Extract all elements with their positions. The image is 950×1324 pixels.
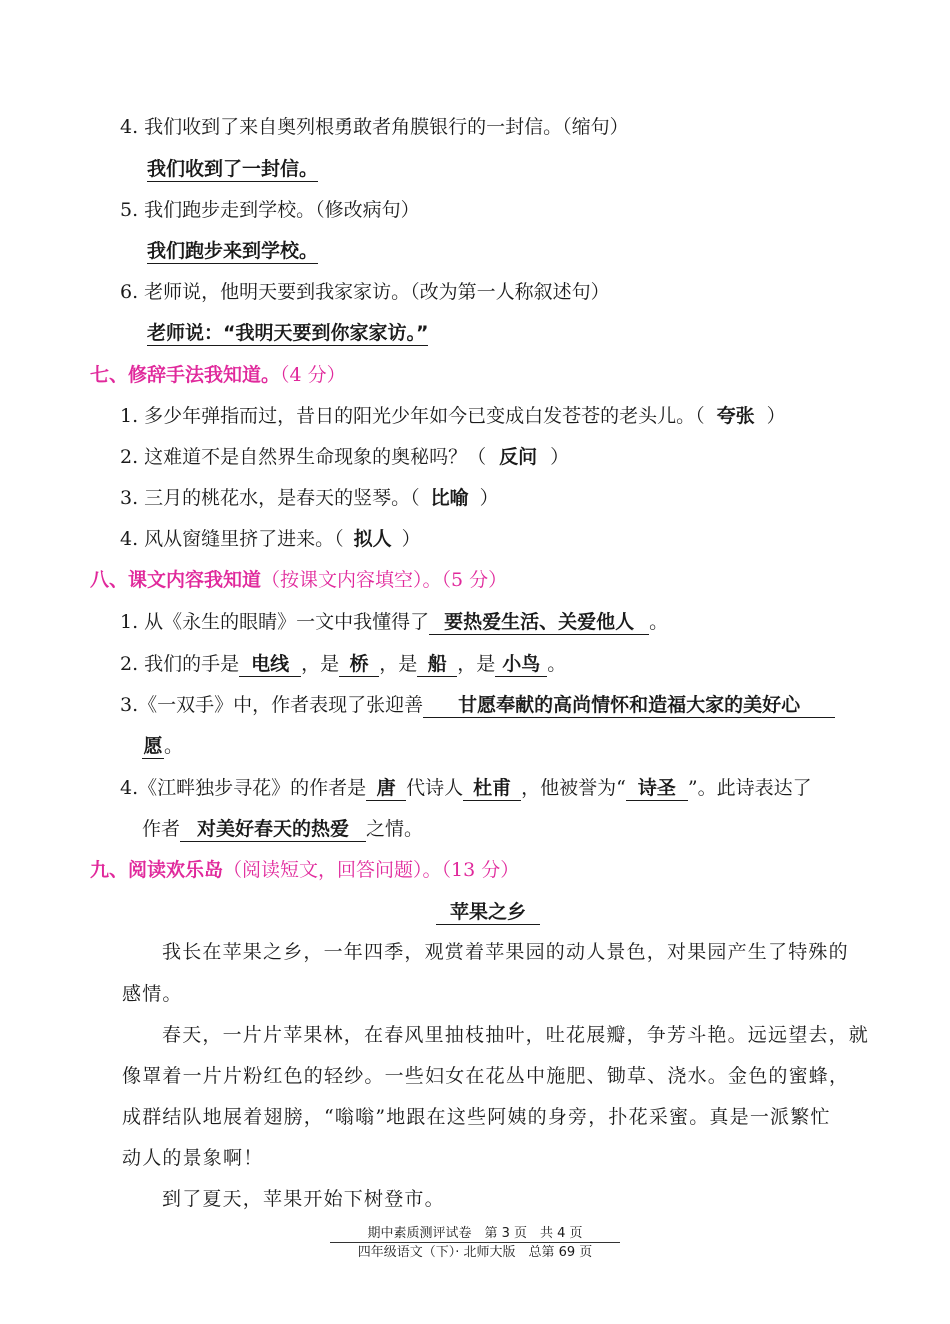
answer-6-5: 我们跑步来到学校。 (147, 240, 319, 262)
answer-6-4: 我们收到了一封信。 (147, 158, 319, 180)
article-title: 苹果之乡 (436, 899, 540, 925)
answer-6-6: 老师说：“我明天要到你家家访。” (147, 322, 429, 344)
question-7-2: 2. 这难道不是自然界生命现象的奥秘吗？（ 反问 ） (120, 446, 570, 468)
question-8-3: 3.《一双手》中，作者表现了张迎善 甘愿奉献的高尚情怀和造福大家的美好心 (120, 692, 835, 718)
article-line-7: 到了夏天，苹果开始下树登市。 (162, 1188, 445, 1210)
section-9-heading: 九、阅读欢乐岛（阅读短文，回答问题）。（13 分） (90, 859, 520, 881)
footer-divider (330, 1242, 620, 1243)
question-8-2: 2. 我们的手是 电线 ，是 桥 ，是 船 ，是 小鸟 。 (120, 653, 567, 675)
question-6-5: 5. 我们跑步走到学校。（修改病句） (120, 199, 420, 221)
question-7-1: 1. 多少年弹指而过，昔日的阳光少年如今已变成白发苍苍的老头儿。（ 夸张 ） (120, 405, 786, 427)
question-6-4: 4. 我们收到了来自奥列根勇敢者角膜银行的一封信。（缩句） (120, 116, 629, 138)
question-8-4: 4.《江畔独步寻花》的作者是 唐 代诗人 杜甫 ，他被誉为“ 诗圣 ”。此诗表达了 (120, 777, 812, 799)
article-line-1: 我长在苹果之乡，一年四季，观赏着苹果园的动人景色，对果园产生了特殊的 (162, 941, 849, 963)
article-line-6: 动人的景象啊！ (122, 1147, 264, 1169)
question-7-3: 3. 三月的桃花水，是春天的竖琴。（ 比喻 ） (120, 487, 499, 509)
article-line-5: 成群结队地展着翅膀，“嗡嗡”地跟在这些阿姨的身旁，扑花采蜜。真是一派繁忙 (122, 1106, 831, 1128)
section-8-heading: 八、课文内容我知道（按课文内容填空）。（5 分） (90, 569, 508, 591)
footer-line-2: 四年级语文（下）· 北师大版 总第 69 页 (357, 1245, 593, 1260)
question-8-4-cont: 作者 对美好春天的热爱 之情。 (142, 818, 424, 840)
article-line-2: 感情。 (122, 983, 183, 1005)
footer-line-1: 期中素质测评试卷 第 3 页 共 4 页 (367, 1226, 583, 1241)
question-7-4: 4. 风从窗缝里挤了进来。（ 拟人 ） (120, 528, 421, 550)
question-8-3-cont: 愿。 (143, 735, 184, 757)
article-line-3: 春天，一片片苹果林，在春风里抽枝抽叶，吐花展瓣，争芳斗艳。远远望去，就 (162, 1024, 870, 1046)
question-8-1: 1. 从《永生的眼睛》一文中我懂得了 要热爱生活、关爱他人 。 (120, 611, 669, 633)
question-6-6: 6. 老师说，他明天要到我家家访。（改为第一人称叙述句） (120, 281, 610, 303)
section-7-heading: 七、修辞手法我知道。（4 分） (90, 364, 346, 386)
article-line-4: 像罩着一片片粉红色的轻纱。一些妇女在花丛中施肥、锄草、浇水。金色的蜜蜂， (122, 1065, 850, 1087)
